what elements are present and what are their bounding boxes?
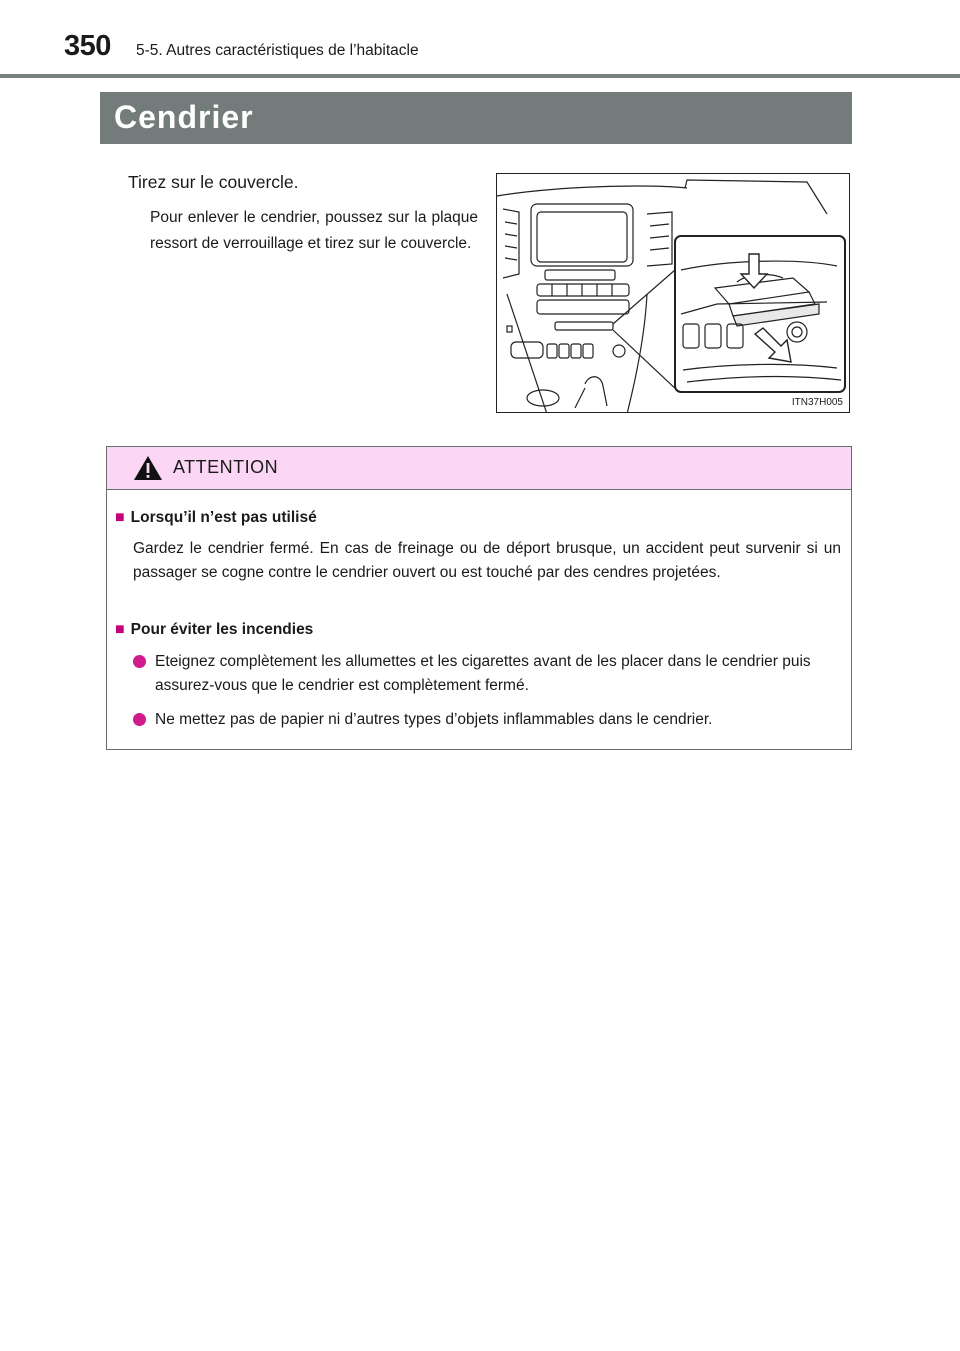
warning-item-heading xyxy=(115,621,313,639)
page-number: 350 xyxy=(64,30,111,62)
warning-title: ATTENTION xyxy=(173,457,279,477)
warning-bullet xyxy=(133,708,845,732)
warning-header xyxy=(107,447,851,490)
instruction-detail: Pour enlever le cendrier, poussez sur la plaque ressort de verrouillage et tirez sur le couvercle. xyxy=(150,209,478,252)
instruction-step: Tirez sur le couvercle. xyxy=(128,172,299,192)
figure-code: ITN37H005 xyxy=(791,397,843,408)
warning-item-heading-text: Pour éviter les incendies xyxy=(130,621,314,638)
warning-item-heading xyxy=(115,509,317,527)
round-bullet-icon xyxy=(133,713,146,726)
round-bullet-icon xyxy=(133,655,146,668)
warning-bullet xyxy=(133,650,845,698)
header-rule xyxy=(0,74,960,78)
square-bullet-icon: ■ xyxy=(115,621,125,638)
warning-triangle-icon xyxy=(133,455,163,481)
warning-box xyxy=(106,446,852,750)
square-bullet-icon: ■ xyxy=(115,509,125,526)
dashboard-illustration xyxy=(496,173,850,413)
section-band xyxy=(100,92,852,144)
warning-item-heading-text: Lorsqu’il n’est pas utilisé xyxy=(130,509,317,526)
dashboard-drawing xyxy=(497,174,850,413)
running-header: 5-5. Autres caractéristiques de l’habitacle xyxy=(136,42,419,59)
warning-item-text: Gardez le cendrier fermé. En cas de freinage ou de déport brusque, un accident peut survenir si un passager se cogne contre le cendrier ouvert ou est touché par des cendres projetées. xyxy=(133,540,841,581)
section-title: Cendrier xyxy=(114,99,254,135)
warning-bullet-text: Ne mettez pas de papier ni d’autres types d’objets inflammables dans le cendrier. xyxy=(155,711,713,728)
warning-bullet-text: Eteignez complètement les allumettes et les cigarettes avant de les placer dans le cendrier puis assurez-vous que le cendrier est complètement fermé. xyxy=(155,653,811,694)
